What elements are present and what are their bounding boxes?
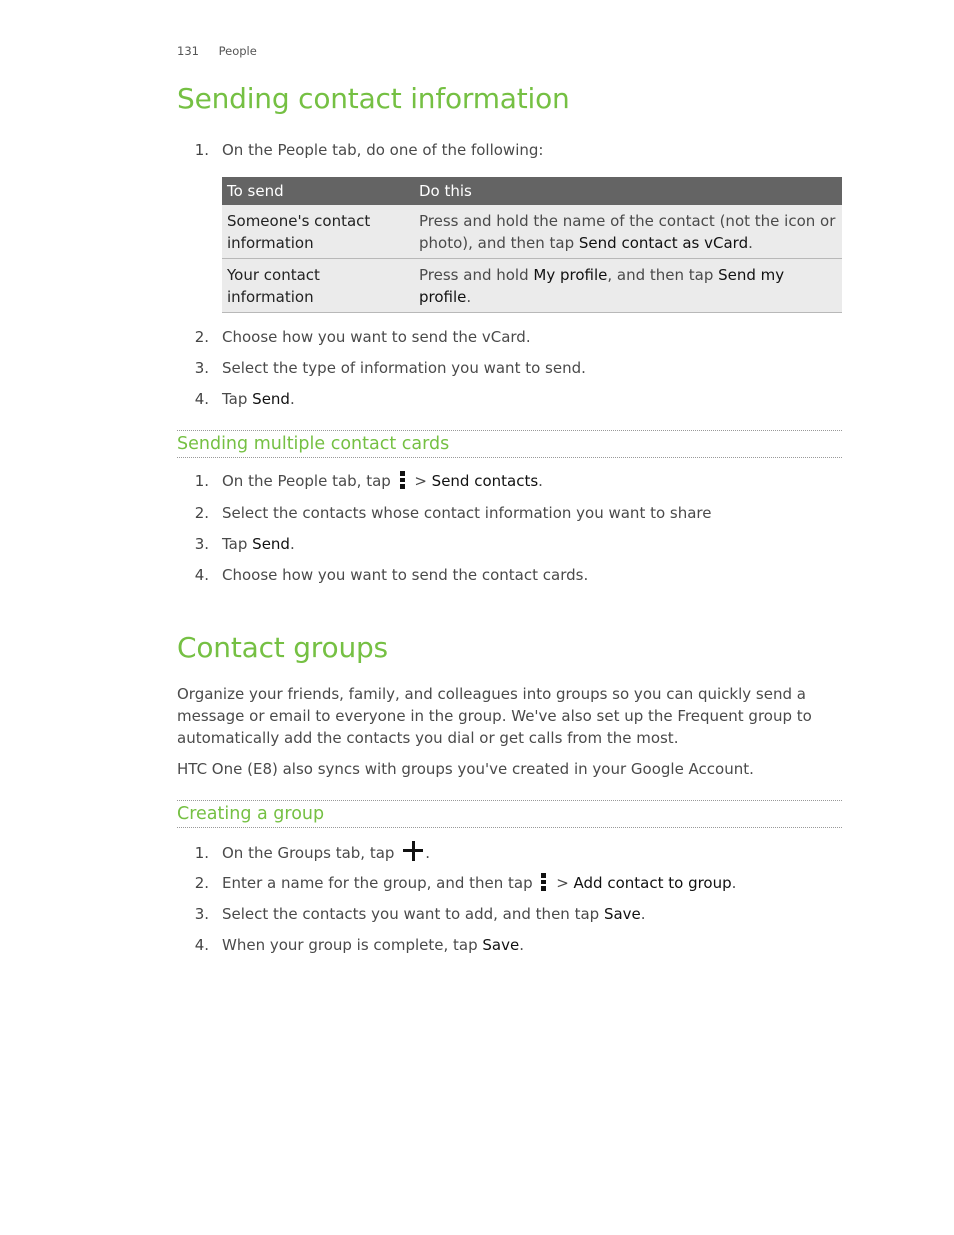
paragraph: Organize your friends, family, and colleagues into groups so you can quickly send a message or email to everyone in the group. We've also set up the Frequent group to automatically add the contacts you dial or get calls from the most. — [177, 685, 812, 747]
table-row — [222, 205, 842, 259]
table-cell: Your contact information — [222, 259, 414, 313]
list-item: 2. Select the contacts whose contact information you want to share — [194, 504, 712, 522]
paragraph: HTC One (E8) also syncs with groups you've created in your Google Account. — [177, 760, 754, 778]
subsection-title-sending-multiple-contact-cards: Sending multiple contact cards — [177, 430, 842, 458]
table-cell: Press and hold My profile, and then tap Send my profile. — [414, 259, 842, 313]
list-item: 1. On the People tab, do one of the following: — [194, 141, 544, 159]
send-options-table — [222, 177, 842, 313]
list-item: 1. On the People tab, tap > Send contacts. — [194, 472, 543, 490]
list-item: 2. Choose how you want to send the vCard. — [194, 328, 531, 346]
subsection-title-creating-a-group: Creating a group — [177, 800, 842, 828]
list-item: 1. On the Groups tab, tap . — [177, 841, 430, 864]
section-title-contact-groups: Contact groups — [177, 631, 388, 664]
list-item: 4. Tap Send. — [194, 390, 295, 408]
header-section: People — [218, 44, 257, 58]
table-header-row — [222, 177, 842, 205]
list-item: 3. Select the type of information you want to send. — [194, 359, 586, 377]
list-item: 3. Select the contacts you want to add, and then tap Save. — [194, 905, 646, 923]
list-item: 4. Choose how you want to send the contact cards. — [194, 566, 589, 584]
list-item: 3. Tap Send. — [194, 535, 295, 553]
page-number: 131 — [177, 44, 199, 58]
plus-icon — [403, 841, 423, 861]
table-cell: Press and hold the name of the contact (not the icon or photo), and then tap Send contact as vCard. — [414, 205, 842, 259]
kebab-menu-icon — [400, 471, 406, 489]
table-cell: Someone's contact information — [222, 205, 414, 259]
table-row — [222, 259, 842, 313]
table-header-cell: To send — [222, 177, 414, 205]
list-item: 2. Enter a name for the group, and then tap > Add contact to group. — [194, 874, 737, 892]
list-item: 4. When your group is complete, tap Save. — [194, 936, 524, 954]
section-title-sending-contact-information: Sending contact information — [177, 82, 570, 115]
running-header — [177, 44, 257, 58]
table-header-cell: Do this — [414, 177, 842, 205]
kebab-menu-icon — [541, 873, 547, 891]
